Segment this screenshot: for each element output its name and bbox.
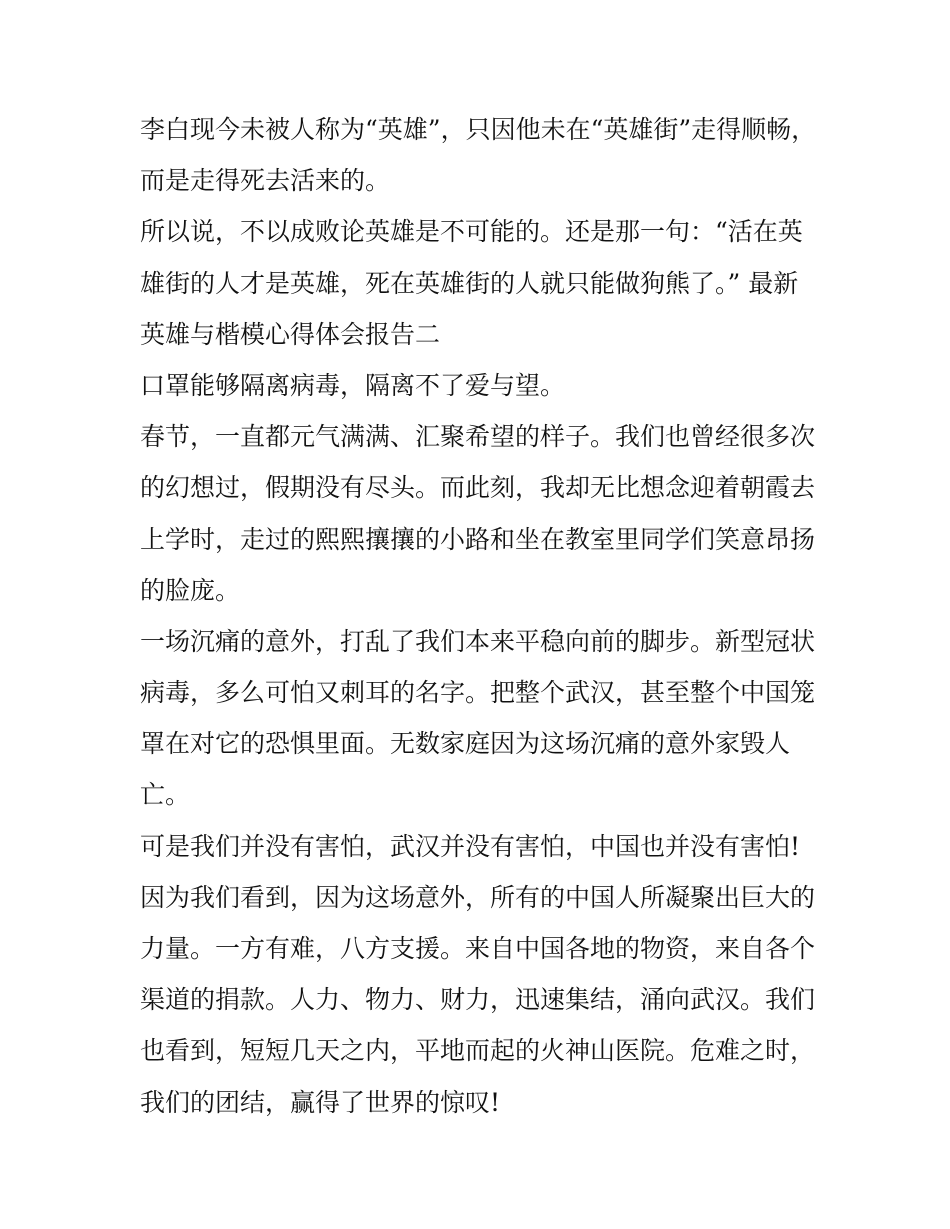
text-line: 可是我们并没有害怕，武汉并没有害怕，中国也并没有害怕! (140, 831, 801, 861)
text-line: 雄街的人才是英雄，死在英雄街的人就只能做狗熊了。” 最新 (140, 268, 799, 298)
document-body (140, 104, 820, 1128)
text-line: 一场沉痛的意外，打乱了我们本来平稳向前的脚步。新型冠状 (140, 626, 816, 656)
text-line: 李白现今未被人称为“英雄”，只因他未在“英雄街”走得顺畅， (140, 115, 817, 144)
text-line: 罩在对它的恐惧里面。无数家庭因为这场沉痛的意外家毁人 (140, 729, 791, 759)
text-line: 力量。一方有难，八方支援。来自中国各地的物资，来自各个 (140, 934, 816, 963)
text-line: 因为我们看到，因为这场意外，所有的中国人所凝聚出巨大的 (140, 882, 816, 912)
text-line: 口罩能够隔离病毒，隔离不了爱与望。 (140, 370, 566, 400)
text-line: 亡。 (140, 780, 191, 810)
text-line: 上学时，走过的熙熙攘攘的小路和坐在教室里同学们笑意昂扬 (140, 524, 816, 554)
text-line: 而是走得死去活来的。 (140, 166, 391, 196)
text-line: 的幻想过，假期没有尽头。而此刻，我却无比想念迎着朝霞去 (140, 473, 816, 503)
text-line: 病毒，多么可怕又刺耳的名字。把整个武汉，甚至整个中国笼 (140, 678, 816, 708)
text-line: 我们的团结，赢得了世界的惊叹! (140, 1087, 501, 1117)
text-line: 春节，一直都元气满满、汇聚希望的样子。我们也曾经很多次 (140, 422, 816, 452)
text-line: 的脸庞。 (140, 575, 241, 605)
text-line: 所以说，不以成败论英雄是不可能的。还是那一句：“活在英 (140, 217, 803, 247)
text-line: 也看到，短短几天之内，平地而起的火神山医院。危难之时， (140, 1036, 816, 1066)
text-line: 渠道的捐款。人力、物力、财力，迅速集结，涌向武汉。我们 (140, 985, 816, 1015)
text-line: 英雄与楷模心得体会报告二 (140, 319, 441, 349)
